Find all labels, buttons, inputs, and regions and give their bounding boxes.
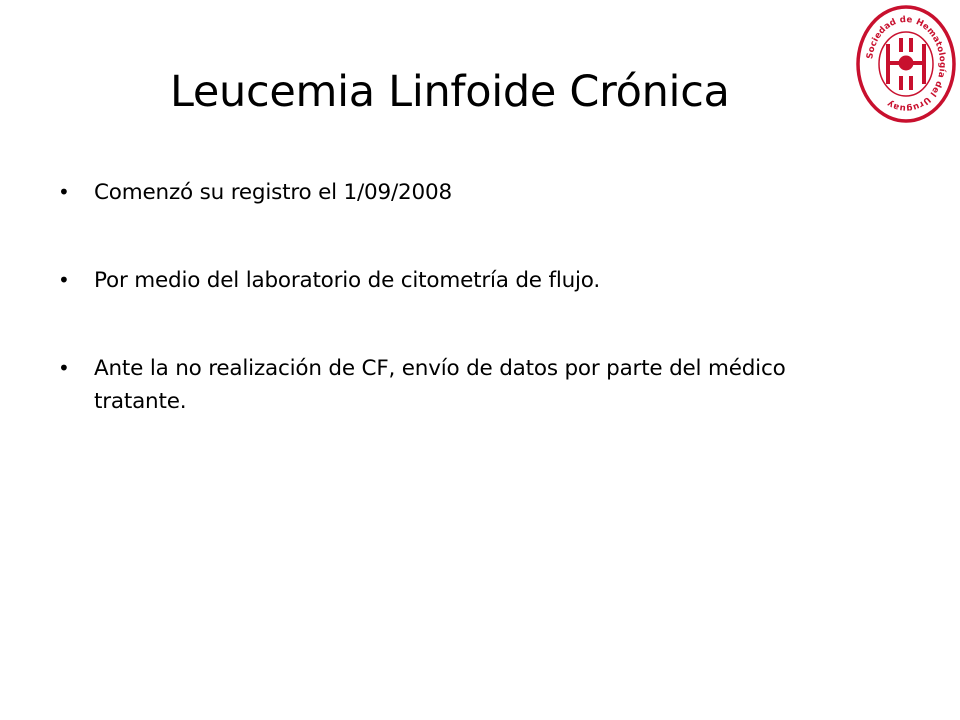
bullet-list [58,176,878,418]
bullet-icon: • [58,180,70,204]
slide-title: Leucemia Linfoide Crónica [170,67,730,117]
bullet-item [58,264,878,297]
bullet-text: Por medio del laboratorio de citometría de flujo. [94,268,601,293]
bullet-text: Comenzó su registro el 1/09/2008 [94,180,452,205]
bullet-item [58,352,878,418]
bullet-text: Ante la no realización de CF, envío de datos por parte del médico tratante. [94,356,786,414]
logo-cross-icon [886,38,926,90]
bullet-icon: • [58,268,70,292]
logo-text: Sociedad de Hematología del Uruguay [865,14,948,114]
hematology-society-logo-icon [852,0,960,128]
bullet-icon: • [58,356,70,380]
bullet-item [58,176,878,209]
